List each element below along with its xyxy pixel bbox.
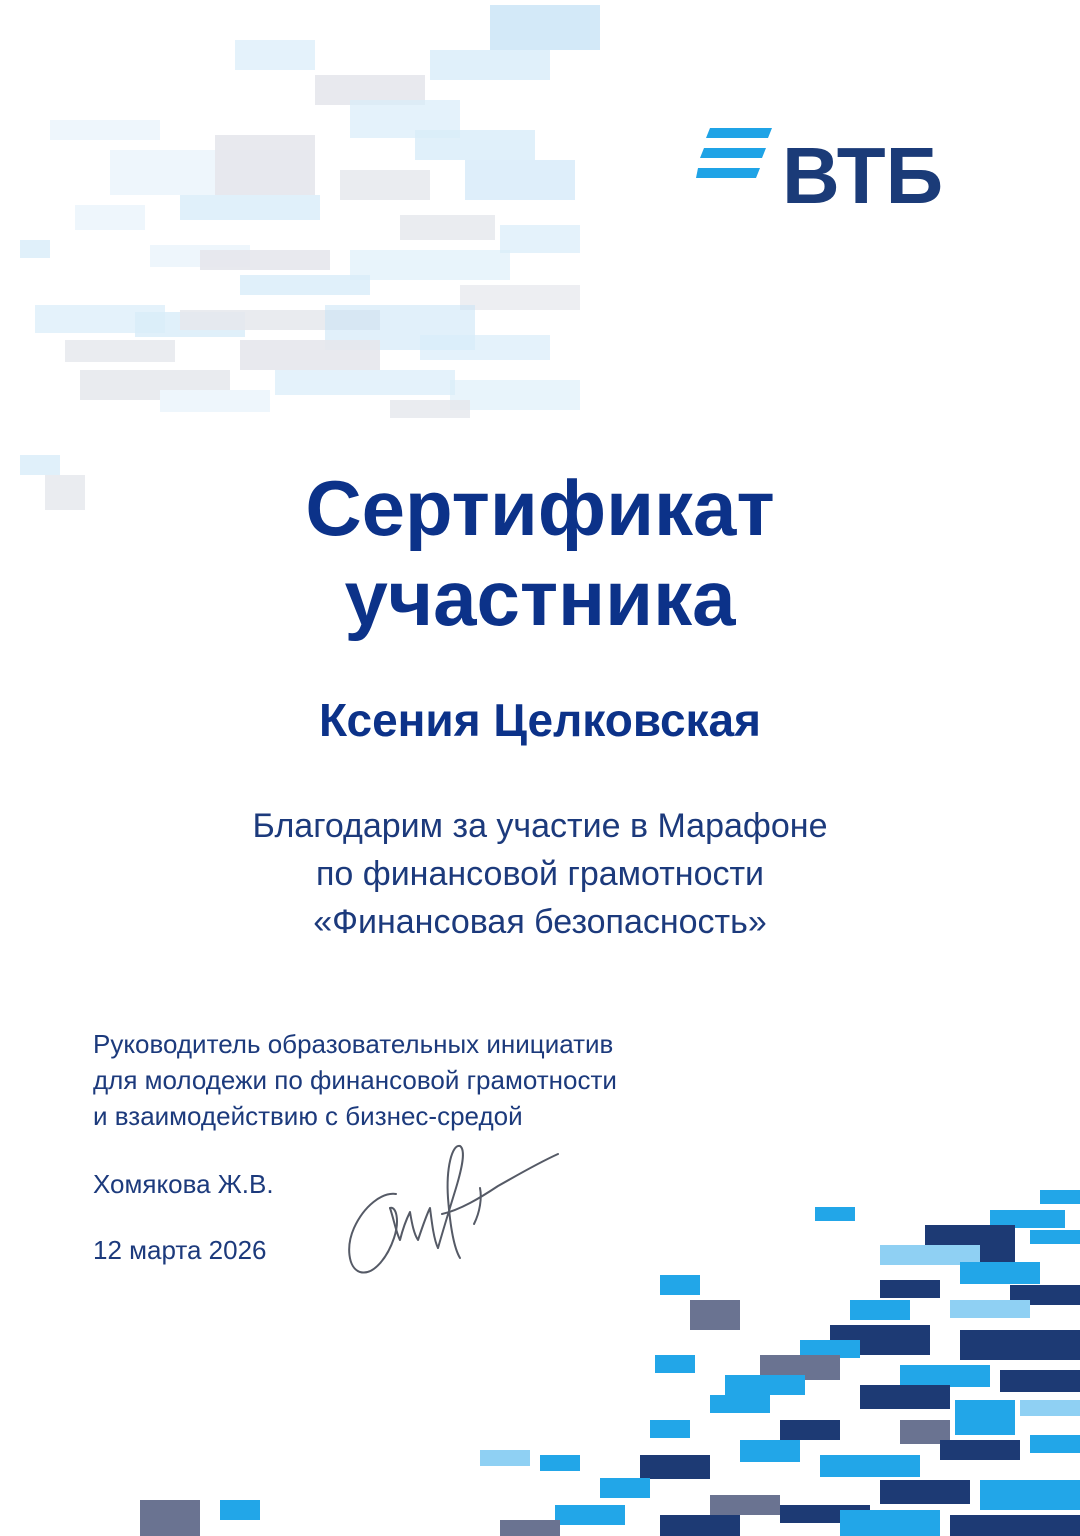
decor-rect xyxy=(555,1505,625,1525)
decor-rect xyxy=(500,1520,560,1536)
decor-rect xyxy=(1030,1435,1080,1453)
decor-rect xyxy=(960,1330,1080,1360)
decor-rect xyxy=(815,1207,855,1221)
decor-rect xyxy=(940,1440,1020,1460)
decor-rect xyxy=(140,1500,200,1536)
decor-rect xyxy=(900,1365,990,1387)
decor-rect xyxy=(660,1515,740,1536)
decor-rect xyxy=(1030,1230,1080,1244)
decor-rect xyxy=(650,1420,690,1438)
decor-rect xyxy=(220,1500,260,1520)
decor-rect xyxy=(480,1450,530,1466)
certificate-title-line1: Сертификат xyxy=(305,464,775,552)
decor-rect xyxy=(860,1385,950,1409)
decor-rect xyxy=(690,1300,740,1330)
decor-rect xyxy=(950,1515,1080,1536)
decor-rect xyxy=(655,1355,695,1373)
decor-rect xyxy=(710,1395,770,1413)
decor-rect xyxy=(1040,1190,1080,1204)
signatory-role-line-2: для молодежи по финансовой грамотности xyxy=(93,1065,617,1095)
decor-rect xyxy=(660,1275,700,1295)
decor-rect xyxy=(780,1420,840,1440)
decor-rect xyxy=(950,1300,1030,1318)
handwritten-signature xyxy=(330,1128,570,1288)
thanks-line-2: по финансовой грамотности xyxy=(315,855,765,893)
decor-rect xyxy=(880,1480,970,1504)
decor-rect xyxy=(820,1455,920,1477)
decor-rect xyxy=(1000,1370,1080,1392)
decor-rect xyxy=(725,1375,805,1395)
signatory-name: Хомякова Ж.В. xyxy=(93,1169,274,1199)
decor-rect xyxy=(960,1262,1040,1284)
decor-rect xyxy=(540,1455,580,1471)
decor-rect xyxy=(1020,1400,1080,1416)
signatory-role-line-1: Руководитель образовательных инициатив xyxy=(93,1029,614,1059)
thanks-line-3: «Финансовая безопасность» xyxy=(313,903,767,941)
decor-rect xyxy=(840,1510,940,1536)
decor-rect xyxy=(710,1495,780,1515)
certificate-title-line2: участника xyxy=(344,554,736,642)
signatory-role-line-3: и взаимодействию с бизнес-средой xyxy=(93,1101,523,1131)
recipient-name: Ксения Целковская xyxy=(319,694,761,746)
vtb-logo-text: ВТБ xyxy=(782,131,944,220)
thanks-line-1: Благодарим за участие в Марафоне xyxy=(252,807,828,845)
decor-rect xyxy=(850,1300,910,1320)
vtb-logo-stripes-icon xyxy=(696,124,776,184)
decor-rect xyxy=(600,1478,650,1498)
decor-rect xyxy=(880,1280,940,1298)
decor-rect xyxy=(640,1455,710,1479)
decor-rect xyxy=(740,1440,800,1462)
decor-rect xyxy=(955,1400,1015,1435)
decor-rect xyxy=(980,1480,1080,1510)
signature-date: 12 марта 2026 xyxy=(93,1235,267,1265)
